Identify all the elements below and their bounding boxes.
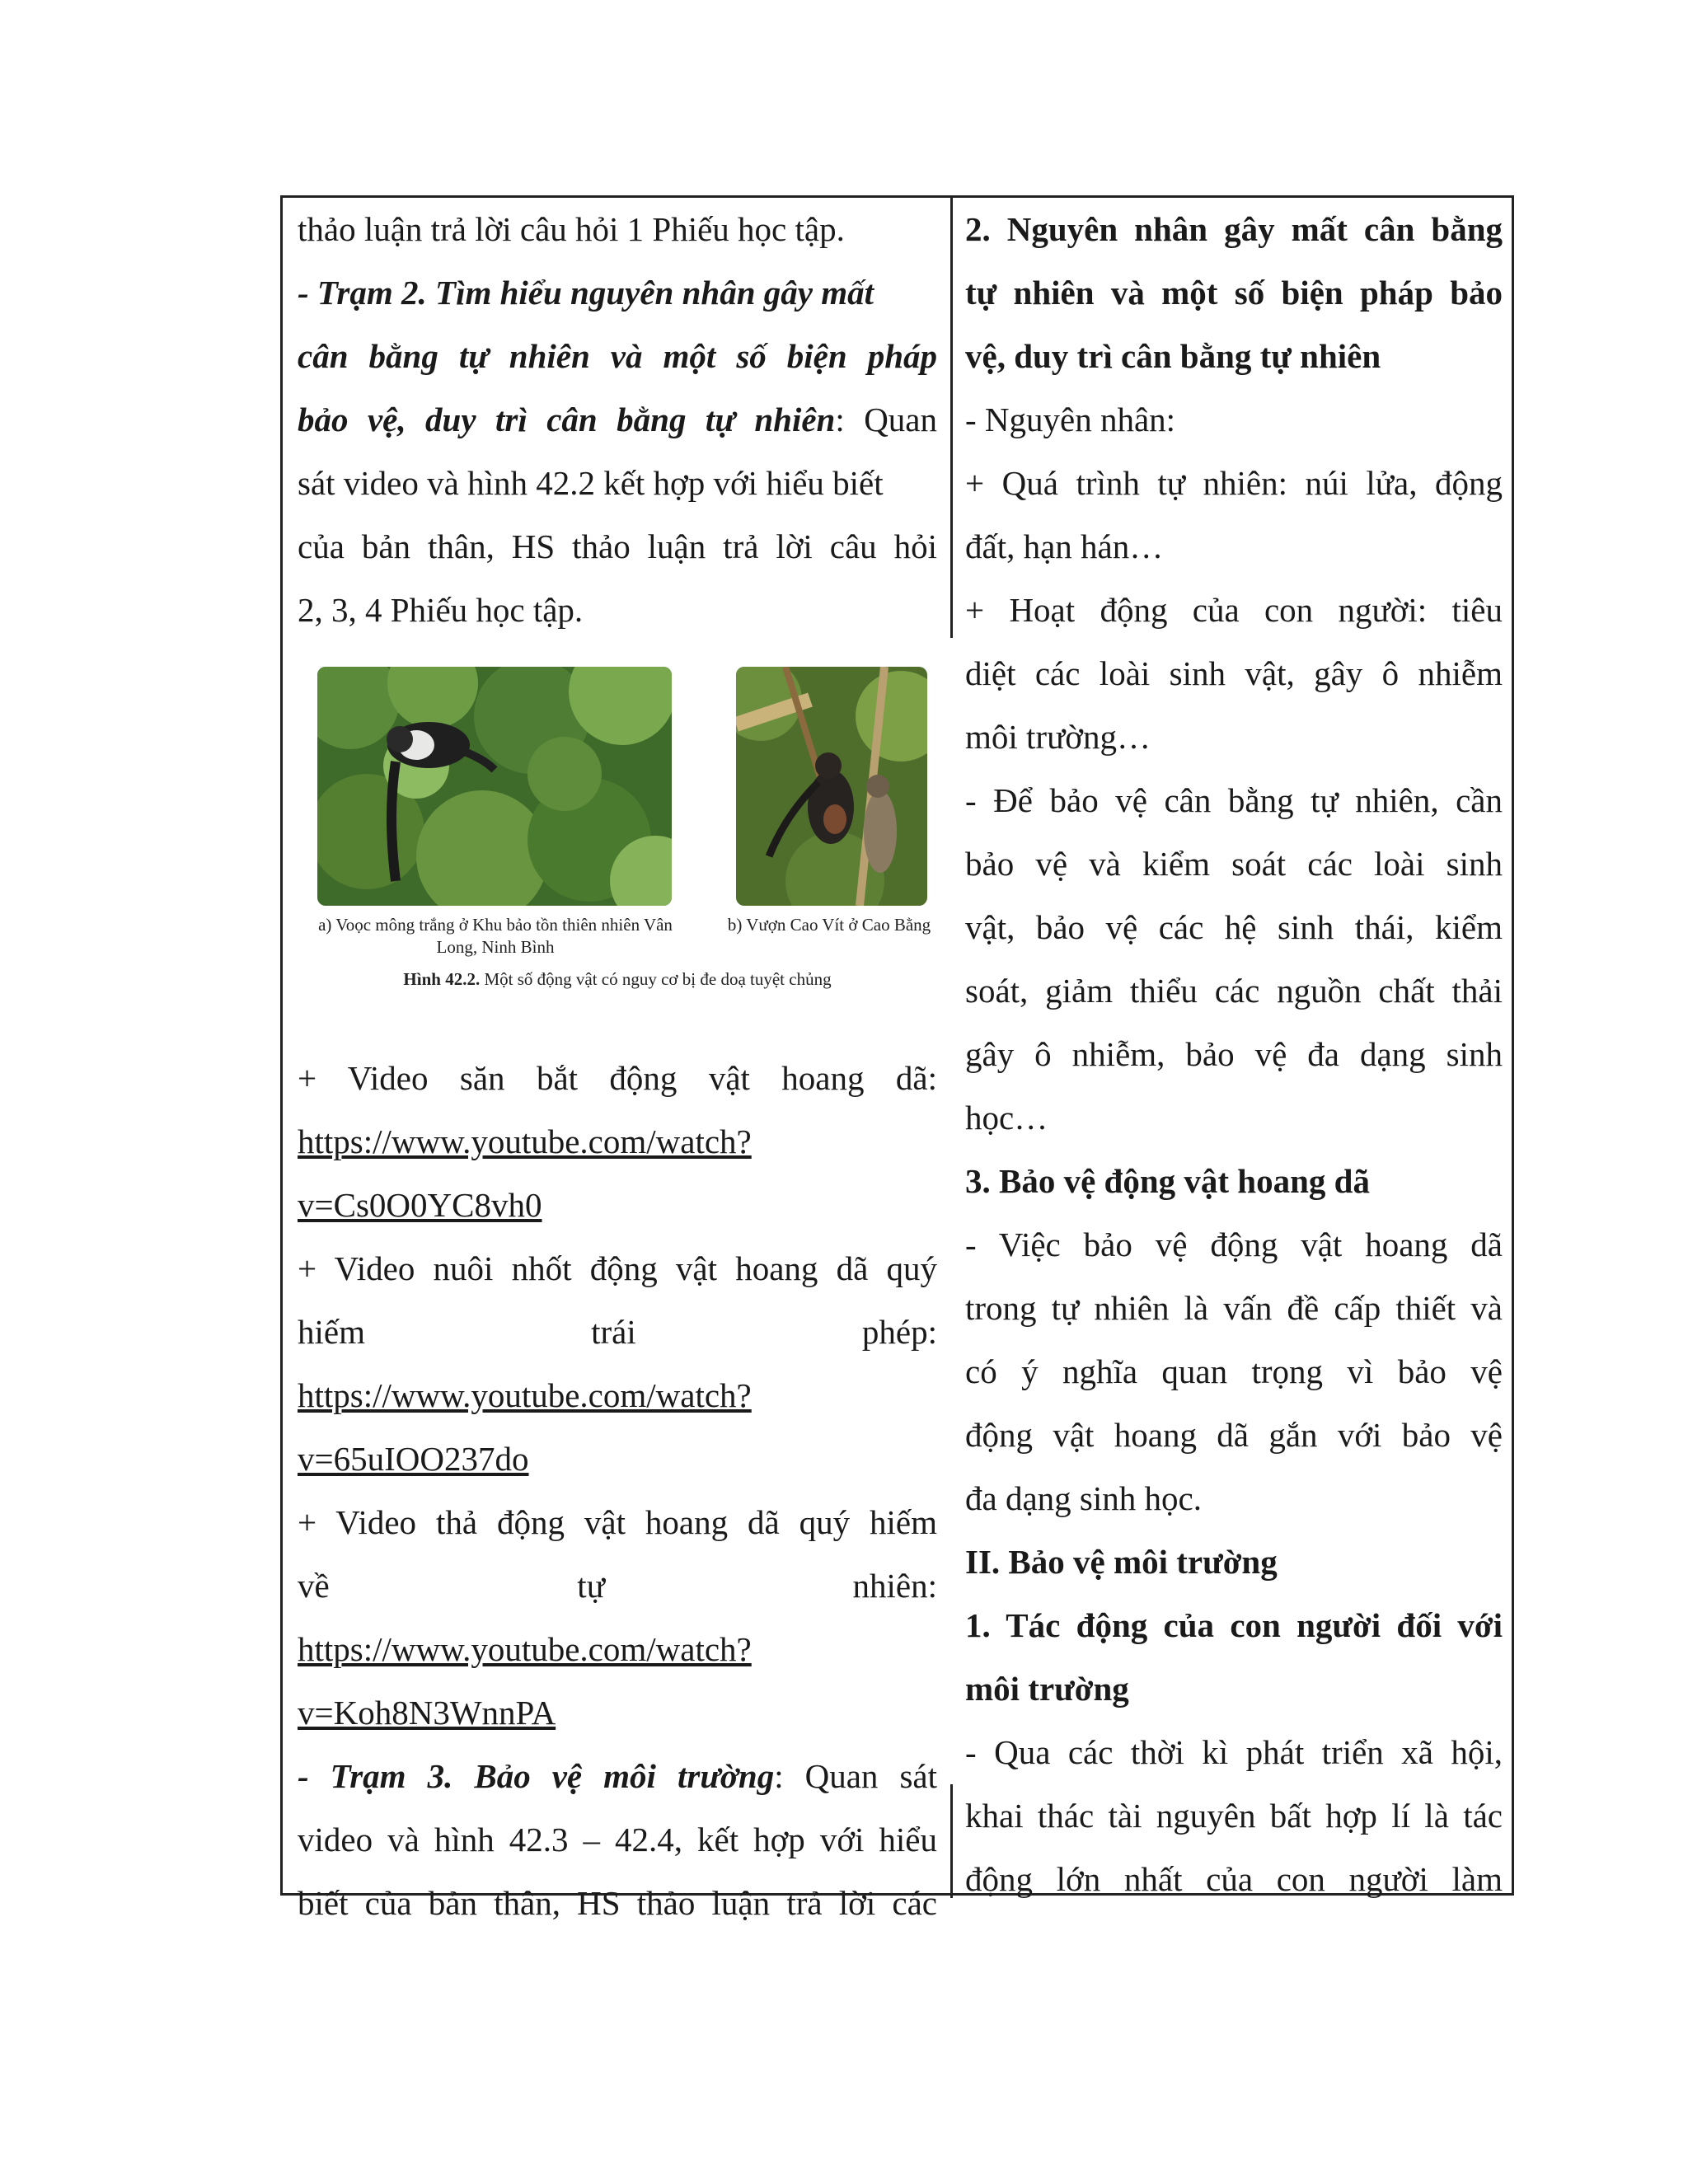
text-line: khai thác tài nguyên bất hợp lí là tác (965, 1797, 1503, 1835)
section-2-heading-line2: tự nhiên và một số biện pháp bảo (965, 274, 1503, 312)
text-line: video và hình 42.3 – 42.4, kết hợp với hiểu (298, 1821, 937, 1858)
photo-cao-vit-gibbon (736, 667, 927, 906)
text-line: động lớn nhất của con người làm (965, 1860, 1503, 1898)
subsection-1-heading-line2: môi trường (965, 1670, 1129, 1708)
text-line: biết của bản thân, HS thảo luận trả lời các (298, 1884, 937, 1922)
video-3-link[interactable]: https://www.youtube.com/watch? (298, 1630, 752, 1668)
figure-42-2 (298, 652, 937, 1047)
figure-label: Hình 42.2. (403, 969, 481, 989)
text-line: - Để bảo vệ cân bằng tự nhiên, cần (965, 781, 1503, 819)
figure-caption-a: a) Voọc mông trắng ở Khu bảo tồn thiên nhiên Vân Long, Ninh Bình (318, 915, 673, 957)
text-line: gây ô nhiễm, bảo vệ đa dạng sinh (965, 1035, 1503, 1073)
station-2-heading-line2: cân bằng tự nhiên và một số biện pháp (298, 337, 937, 375)
video-2-text-cont: hiếm trái phép: (298, 1313, 937, 1351)
station-2-heading: - Trạm 2. Tìm hiểu nguyên nhân gây mất (298, 274, 874, 312)
video-3-link-cont[interactable]: v=Koh8N3WnnPA (298, 1694, 556, 1732)
section-II-heading: II. Bảo vệ môi trường (965, 1543, 1278, 1581)
video-1-link-cont[interactable]: v=Cs0O0YC8vh0 (298, 1186, 542, 1224)
right-column (965, 198, 1503, 1911)
text-line: bảo vệ và kiểm soát các loài sinh (965, 845, 1503, 883)
text-line: thảo luận trả lời câu hỏi 1 Phiếu học tập. (298, 210, 845, 248)
text-line: trong tự nhiên là vấn đề cấp thiết và (965, 1289, 1503, 1327)
photo-white-rumped-langur (317, 667, 672, 906)
station-3-heading: - Trạm 3. Bảo vệ môi trường (298, 1757, 775, 1795)
video-2-link[interactable]: https://www.youtube.com/watch? (298, 1376, 752, 1414)
subsection-1-heading: 1. Tác động của con người đối với (965, 1606, 1503, 1644)
text-fragment: : Quan sát (774, 1757, 937, 1795)
figure-caption-b: b) Vượn Cao Vít ở Cao Bằng (727, 915, 931, 935)
video-2-link-cont[interactable]: v=65uIOO237do (298, 1440, 529, 1478)
left-column (298, 198, 937, 1935)
video-1-link[interactable]: https://www.youtube.com/watch? (298, 1122, 752, 1160)
text-line: động vật hoang dã gắn với bảo vệ (965, 1416, 1503, 1454)
text-line (298, 1745, 937, 1808)
text-line: học… (965, 1099, 1048, 1137)
text-line: + Hoạt động của con người: tiêu (965, 591, 1503, 629)
text-line: sát video và hình 42.2 kết hợp với hiểu biết (298, 464, 884, 502)
video-3-text-cont: về tự nhiên: (298, 1567, 937, 1605)
text-line: đất, hạn hán… (965, 527, 1164, 565)
text-line: của bản thân, HS thảo luận trả lời câu hỏi (298, 527, 937, 565)
section-2-heading-line3: vệ, duy trì cân bằng tự nhiên (965, 337, 1381, 375)
section-2-heading: 2. Nguyên nhân gây mất cân bằng (965, 210, 1503, 248)
text-fragment: : Quan (835, 401, 937, 438)
column-divider-top (950, 198, 953, 638)
figure-title-text: Một số động vật có nguy cơ bị đe doạ tuyệt chủng (484, 969, 832, 989)
text-line: - Nguyên nhân: (965, 401, 1176, 438)
text-line: - Qua các thời kì phát triển xã hội, (965, 1733, 1503, 1771)
station-2-heading-line3: bảo vệ, duy trì cân bằng tự nhiên (298, 401, 836, 438)
content-table (280, 195, 1514, 1922)
video-1-text: + Video săn bắt động vật hoang dã: (298, 1059, 937, 1097)
section-3-heading: 3. Bảo vệ động vật hoang dã (965, 1162, 1370, 1200)
video-3-text: + Video thả động vật hoang dã quý hiếm (298, 1503, 937, 1541)
column-divider-bottom (950, 1784, 953, 1898)
text-line: vật, bảo vệ các hệ sinh thái, kiểm (965, 908, 1503, 946)
text-line: môi trường… (965, 718, 1151, 756)
figure-title (298, 968, 937, 991)
text-line: có ý nghĩa quan trọng vì bảo vệ (965, 1352, 1503, 1390)
text-line: 2, 3, 4 Phiếu học tập. (298, 591, 584, 629)
text-line: diệt các loài sinh vật, gây ô nhiễm (965, 654, 1503, 692)
text-line: soát, giảm thiểu các nguồn chất thải (965, 972, 1503, 1010)
text-line: + Quá trình tự nhiên: núi lửa, động (965, 464, 1503, 502)
text-line (298, 388, 937, 452)
video-2-text: + Video nuôi nhốt động vật hoang dã quý (298, 1249, 937, 1287)
text-line: - Việc bảo vệ động vật hoang dã (965, 1226, 1503, 1263)
text-line: đa dạng sinh học. (965, 1479, 1202, 1517)
